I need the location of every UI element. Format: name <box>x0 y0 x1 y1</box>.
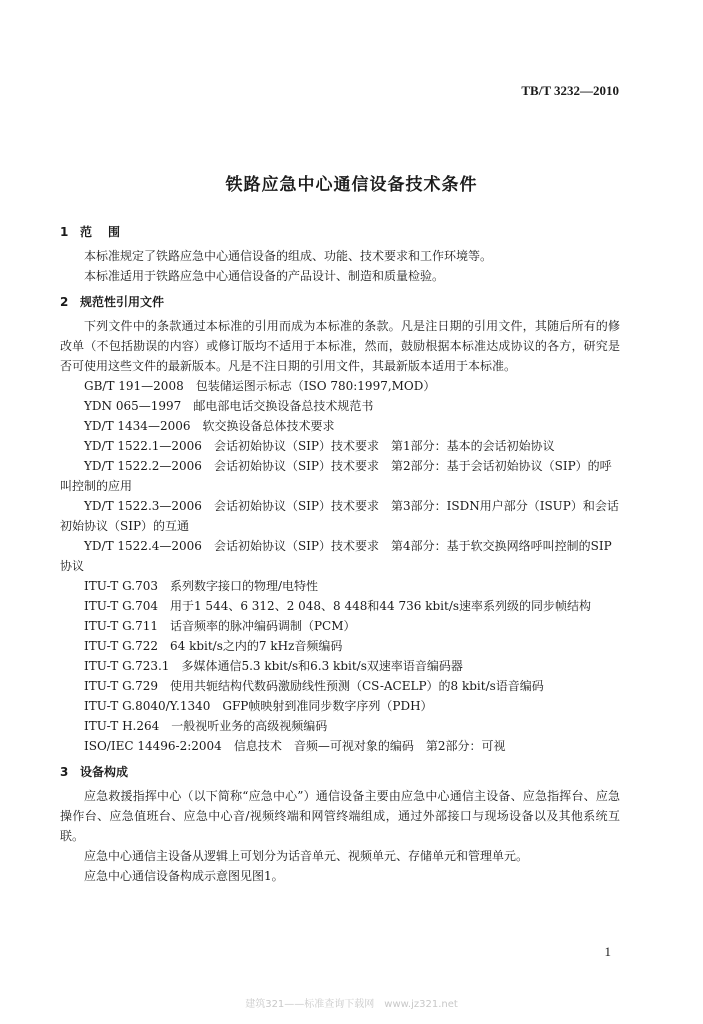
standard-code: TB/T 3232—2010 <box>521 83 619 98</box>
reference-title: 会话初始协议（SIP）技术要求 第3部分：ISDN用户部分（ISUP）和会话初始协议（SIP）的互通 <box>60 499 619 533</box>
section-1-paragraph: 本标准规定了铁路应急中心通信设备的组成、功能、技术要求和工作环境等。 <box>84 249 493 263</box>
document-body <box>60 220 620 886</box>
reference-code: ITU-T G.722 <box>84 639 158 653</box>
reference-title: 会话初始协议（SIP）技术要求 第4部分：基于软交换网络呼叫控制的SIP协议 <box>60 539 612 573</box>
section-title: 范围 <box>80 225 137 239</box>
reference-code: ITU-T G.703 <box>84 579 158 593</box>
reference-item <box>60 656 620 676</box>
section-number: 1 <box>60 225 69 239</box>
reference-item <box>60 596 620 616</box>
reference-item <box>60 416 620 436</box>
reference-code: YD/T 1434—2006 <box>84 419 191 433</box>
reference-code: YD/T 1522.1—2006 <box>84 439 202 453</box>
section-number: 3 <box>60 765 69 779</box>
reference-code: ITU-T G.729 <box>84 679 158 693</box>
reference-item <box>60 696 620 716</box>
reference-title: GFP帧映射到准同步数字序列（PDH） <box>222 699 433 713</box>
reference-item <box>60 436 620 456</box>
section-3-paragraph: 应急中心通信主设备从逻辑上可划分为话音单元、视频单元、存储单元和管理单元。 <box>84 849 529 863</box>
reference-item <box>60 496 620 536</box>
reference-item <box>60 576 620 596</box>
reference-item <box>60 376 620 396</box>
reference-item <box>60 636 620 656</box>
section-number: 2 <box>60 295 69 309</box>
section-3-paragraph: 应急救援指挥中心（以下简称“应急中心”）通信设备主要由应急中心通信主设备、应急指挥台、应急操作台、应急值班台、应急中心音/视频终端和网管终端组成，通过外部接口与现场设备以及其他系统互联。 <box>60 789 620 843</box>
reference-title: 信息技术 音频—可视对象的编码 第2部分：可视 <box>233 739 506 753</box>
reference-code: ISO/IEC 14496-2:2004 <box>84 739 222 753</box>
reference-item <box>60 736 620 756</box>
section-2-intro: 下列文件中的条款通过本标准的引用而成为本标准的条款。凡是注日期的引用文件，其随后所有的修改单（不包括勘误的内容）或修订版均不适用于本标准，然而，鼓励根据本标准达成协议的各方，研究是否可使用这些文件的最新版本。凡是不注日期的引用文件，其最新版本适用于本标准。 <box>60 319 620 373</box>
reference-code: ITU-T G.711 <box>84 619 158 633</box>
section-3-heading <box>60 762 620 782</box>
section-3-paragraph: 应急中心通信设备构成示意图见图1。 <box>84 869 284 883</box>
reference-code: YD/T 1522.3—2006 <box>84 499 202 513</box>
reference-title: 会话初始协议（SIP）技术要求 第2部分：基于会话初始协议（SIP）的呼叫控制的应用 <box>60 459 612 493</box>
section-title: 规范性引用文件 <box>80 295 165 309</box>
reference-title: 邮电部电话交换设备总技术规范书 <box>193 399 374 413</box>
reference-item <box>60 616 620 636</box>
reference-title: 包装储运图示标志（ISO 780:1997,MOD） <box>195 379 436 393</box>
section-2-heading <box>60 292 620 312</box>
reference-title: 一般视听业务的高级视频编码 <box>171 719 328 733</box>
reference-title: 软交换设备总体技术要求 <box>202 419 335 433</box>
watermark: 建筑321——标准查询下载网 www.jz321.net <box>245 999 458 1010</box>
reference-title: 系列数字接口的物理/电特性 <box>169 579 319 593</box>
reference-code: ITU-T H.264 <box>84 719 160 733</box>
section-title: 设备构成 <box>80 765 129 779</box>
section-1-paragraph: 本标准适用于铁路应急中心通信设备的产品设计、制造和质量检验。 <box>84 269 445 283</box>
reference-code: ITU-T G.723.1 <box>84 659 170 673</box>
reference-item <box>60 676 620 696</box>
reference-title: 会话初始协议（SIP）技术要求 第1部分：基本的会话初始协议 <box>213 439 555 453</box>
reference-title: 话音频率的脉冲编码调制（PCM） <box>169 619 356 633</box>
reference-code: GB/T 191—2008 <box>84 379 184 393</box>
reference-item <box>60 396 620 416</box>
page-number: 1 <box>604 944 611 959</box>
reference-title: 多媒体通信5.3 kbit/s和6.3 kbit/s双速率语音编码器 <box>181 659 463 673</box>
section-1-heading <box>60 222 620 242</box>
reference-code: YD/T 1522.4—2006 <box>84 539 202 553</box>
reference-code: ITU-T G.704 <box>84 599 158 613</box>
reference-list <box>60 376 620 756</box>
reference-code: YD/T 1522.2—2006 <box>84 459 202 473</box>
reference-item <box>60 456 620 496</box>
reference-item <box>60 536 620 576</box>
reference-item <box>60 716 620 736</box>
reference-title: 64 kbit/s之内的7 kHz音频编码 <box>169 639 343 653</box>
reference-title: 使用共轭结构代数码激励线性预测（CS-ACELP）的8 kbit/s语音编码 <box>169 679 544 693</box>
document-title: 铁路应急中心通信设备技术条件 <box>225 175 478 195</box>
reference-code: ITU-T G.8040/Y.1340 <box>84 699 211 713</box>
reference-code: YDN 065—1997 <box>84 399 182 413</box>
reference-title: 用于1 544、6 312、2 048、8 448和44 736 kbit/s速率系列级的同步帧结构 <box>169 599 592 613</box>
